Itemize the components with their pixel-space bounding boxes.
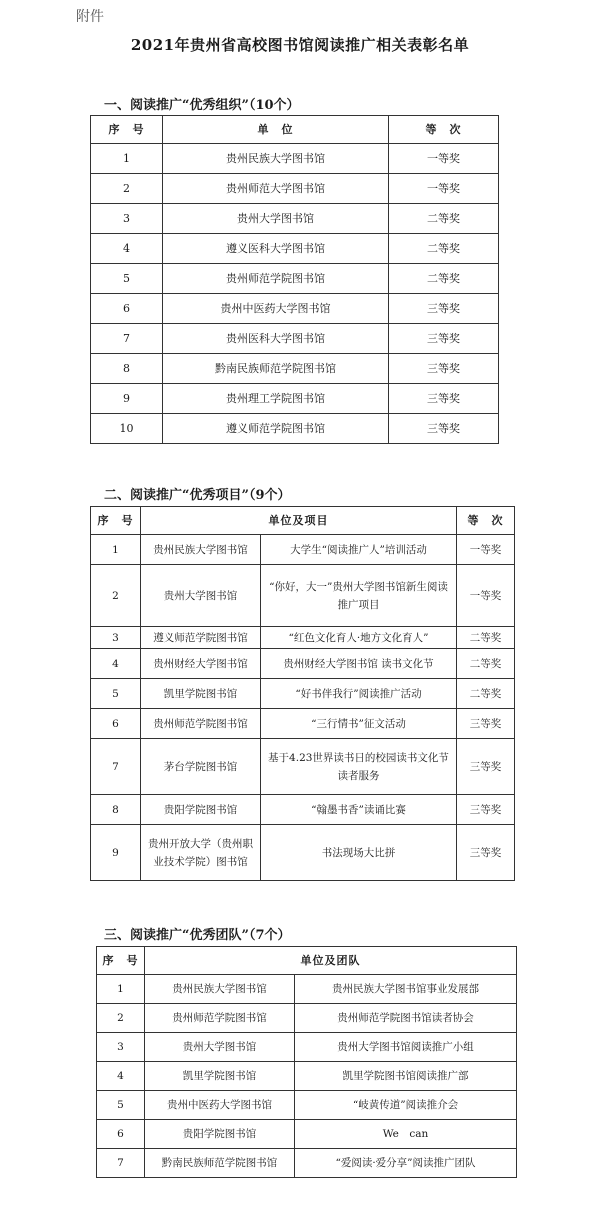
cell-unit: 贵州大学图书馆 — [163, 204, 389, 234]
cell-unit: 贵州医科大学图书馆 — [163, 324, 389, 354]
cell-unit: 贵州民族大学图书馆 — [141, 535, 261, 565]
cell-unit: 贵州大学图书馆 — [145, 1033, 295, 1062]
cell-index: 5 — [97, 1091, 145, 1120]
cell-project: “红色文化育人·地方文化育人” — [261, 627, 457, 649]
table-row — [91, 204, 499, 234]
cell-grade: 三等奖 — [389, 414, 499, 444]
cell-index: 7 — [97, 1149, 145, 1178]
cell-project: “三行情书”征文活动 — [261, 709, 457, 739]
table-header-row — [91, 507, 515, 535]
cell-team: “岐黄传道”阅读推介会 — [295, 1091, 517, 1120]
cell-grade: 三等奖 — [457, 709, 515, 739]
cell-index: 4 — [91, 649, 141, 679]
cell-team: We can — [295, 1120, 517, 1149]
cell-team: 凯里学院图书馆阅读推广部 — [295, 1062, 517, 1091]
cell-index: 3 — [97, 1033, 145, 1062]
table-row — [97, 1062, 517, 1091]
header-index: 序 号 — [91, 507, 141, 535]
section2-heading: 二、阅读推广“优秀项目”（9个） — [104, 488, 291, 503]
cell-grade: 二等奖 — [389, 204, 499, 234]
table-row — [91, 565, 515, 627]
cell-unit: 贵州中医药大学图书馆 — [145, 1091, 295, 1120]
cell-index: 10 — [91, 414, 163, 444]
table-row — [91, 679, 515, 709]
header-index: 序 号 — [97, 947, 145, 975]
cell-team: 贵州大学图书馆阅读推广小组 — [295, 1033, 517, 1062]
header-unit-project: 单位及项目 — [141, 507, 457, 535]
table-row — [91, 739, 515, 795]
cell-index: 9 — [91, 825, 141, 881]
table-row — [91, 294, 499, 324]
cell-team: 贵州民族大学图书馆事业发展部 — [295, 975, 517, 1004]
cell-project: 基于4.23世界读书日的校园读书文化节读者服务 — [261, 739, 457, 795]
table-row — [97, 1149, 517, 1178]
header-grade: 等 次 — [389, 116, 499, 144]
cell-grade: 一等奖 — [389, 144, 499, 174]
cell-index: 2 — [91, 174, 163, 204]
header-unit-team: 单位及团队 — [145, 947, 517, 975]
cell-grade: 一等奖 — [389, 174, 499, 204]
cell-grade: 二等奖 — [389, 234, 499, 264]
table-row — [91, 354, 499, 384]
cell-index: 2 — [97, 1004, 145, 1033]
header-unit: 单 位 — [163, 116, 389, 144]
cell-grade: 三等奖 — [389, 294, 499, 324]
cell-grade: 三等奖 — [389, 354, 499, 384]
cell-unit: 贵州师范大学图书馆 — [163, 174, 389, 204]
cell-grade: 二等奖 — [389, 264, 499, 294]
table-row — [91, 414, 499, 444]
cell-index: 7 — [91, 324, 163, 354]
cell-grade: 一等奖 — [457, 565, 515, 627]
cell-grade: 三等奖 — [457, 795, 515, 825]
cell-grade: 三等奖 — [457, 739, 515, 795]
cell-index: 1 — [97, 975, 145, 1004]
cell-unit: 贵州开放大学（贵州职业技术学院）图书馆 — [141, 825, 261, 881]
table-row — [97, 975, 517, 1004]
cell-index: 6 — [97, 1120, 145, 1149]
table-row — [91, 234, 499, 264]
cell-index: 7 — [91, 739, 141, 795]
cell-grade: 三等奖 — [389, 324, 499, 354]
cell-index: 5 — [91, 264, 163, 294]
cell-unit: 遵义师范学院图书馆 — [163, 414, 389, 444]
cell-grade: 二等奖 — [457, 627, 515, 649]
cell-index: 8 — [91, 795, 141, 825]
cell-unit: 贵阳学院图书馆 — [145, 1120, 295, 1149]
cell-team: “爱阅读·爱分享”阅读推广团队 — [295, 1149, 517, 1178]
excellent-project-table — [90, 506, 515, 881]
cell-grade: 二等奖 — [457, 649, 515, 679]
section3-heading: 三、阅读推广“优秀团队”（7个） — [104, 928, 291, 943]
table-row — [91, 384, 499, 414]
table-row — [97, 1091, 517, 1120]
cell-project: 大学生“阅读推广人”培训活动 — [261, 535, 457, 565]
cell-index: 8 — [91, 354, 163, 384]
cell-grade: 二等奖 — [457, 679, 515, 709]
cell-unit: 黔南民族师范学院图书馆 — [163, 354, 389, 384]
table-row — [91, 627, 515, 649]
cell-project: 贵州财经大学图书馆 读书文化节 — [261, 649, 457, 679]
table-row — [91, 324, 499, 354]
cell-unit: 贵州财经大学图书馆 — [141, 649, 261, 679]
cell-unit: 凯里学院图书馆 — [141, 679, 261, 709]
table-row — [91, 709, 515, 739]
table-row — [91, 825, 515, 881]
cell-project: 书法现场大比拼 — [261, 825, 457, 881]
table-header-row — [97, 947, 517, 975]
cell-unit: 贵州师范学院图书馆 — [163, 264, 389, 294]
cell-unit: 遵义医科大学图书馆 — [163, 234, 389, 264]
cell-unit: 贵州师范学院图书馆 — [145, 1004, 295, 1033]
cell-unit: 黔南民族师范学院图书馆 — [145, 1149, 295, 1178]
cell-unit: 遵义师范学院图书馆 — [141, 627, 261, 649]
cell-index: 4 — [97, 1062, 145, 1091]
table-row — [91, 144, 499, 174]
table-header-row — [91, 116, 499, 144]
table-row — [97, 1004, 517, 1033]
cell-unit: 茅台学院图书馆 — [141, 739, 261, 795]
cell-index: 1 — [91, 144, 163, 174]
cell-index: 6 — [91, 294, 163, 324]
table-row — [97, 1120, 517, 1149]
cell-index: 5 — [91, 679, 141, 709]
cell-team: 贵州师范学院图书馆读者协会 — [295, 1004, 517, 1033]
cell-index: 9 — [91, 384, 163, 414]
table-row — [91, 649, 515, 679]
cell-index: 3 — [91, 204, 163, 234]
section1-heading: 一、阅读推广“优秀组织”（10个） — [104, 98, 300, 113]
cell-index: 6 — [91, 709, 141, 739]
header-grade: 等 次 — [457, 507, 515, 535]
cell-index: 3 — [91, 627, 141, 649]
cell-project: “翰墨书香”读诵比赛 — [261, 795, 457, 825]
cell-grade: 三等奖 — [457, 825, 515, 881]
cell-grade: 一等奖 — [457, 535, 515, 565]
cell-index: 4 — [91, 234, 163, 264]
table-row — [91, 264, 499, 294]
header-index: 序 号 — [91, 116, 163, 144]
cell-unit: 贵州民族大学图书馆 — [145, 975, 295, 1004]
cell-index: 2 — [91, 565, 141, 627]
cell-project: “好书伴我行”阅读推广活动 — [261, 679, 457, 709]
cell-index: 1 — [91, 535, 141, 565]
attachment-label: 附件 — [76, 9, 104, 25]
cell-unit: 凯里学院图书馆 — [145, 1062, 295, 1091]
cell-unit: 贵州民族大学图书馆 — [163, 144, 389, 174]
cell-unit: 贵州中医药大学图书馆 — [163, 294, 389, 324]
cell-unit: 贵州理工学院图书馆 — [163, 384, 389, 414]
excellent-team-table — [96, 946, 517, 1178]
cell-unit: 贵州师范学院图书馆 — [141, 709, 261, 739]
table-row — [91, 535, 515, 565]
table-row — [91, 795, 515, 825]
cell-project: “你好，大一”贵州大学图书馆新生阅读推广项目 — [261, 565, 457, 627]
excellent-organization-table — [90, 115, 499, 444]
document-title: 2021年贵州省高校图书馆阅读推广相关表彰名单 — [130, 36, 470, 54]
table-row — [97, 1033, 517, 1062]
table-row — [91, 174, 499, 204]
cell-grade: 三等奖 — [389, 384, 499, 414]
cell-unit: 贵阳学院图书馆 — [141, 795, 261, 825]
cell-unit: 贵州大学图书馆 — [141, 565, 261, 627]
